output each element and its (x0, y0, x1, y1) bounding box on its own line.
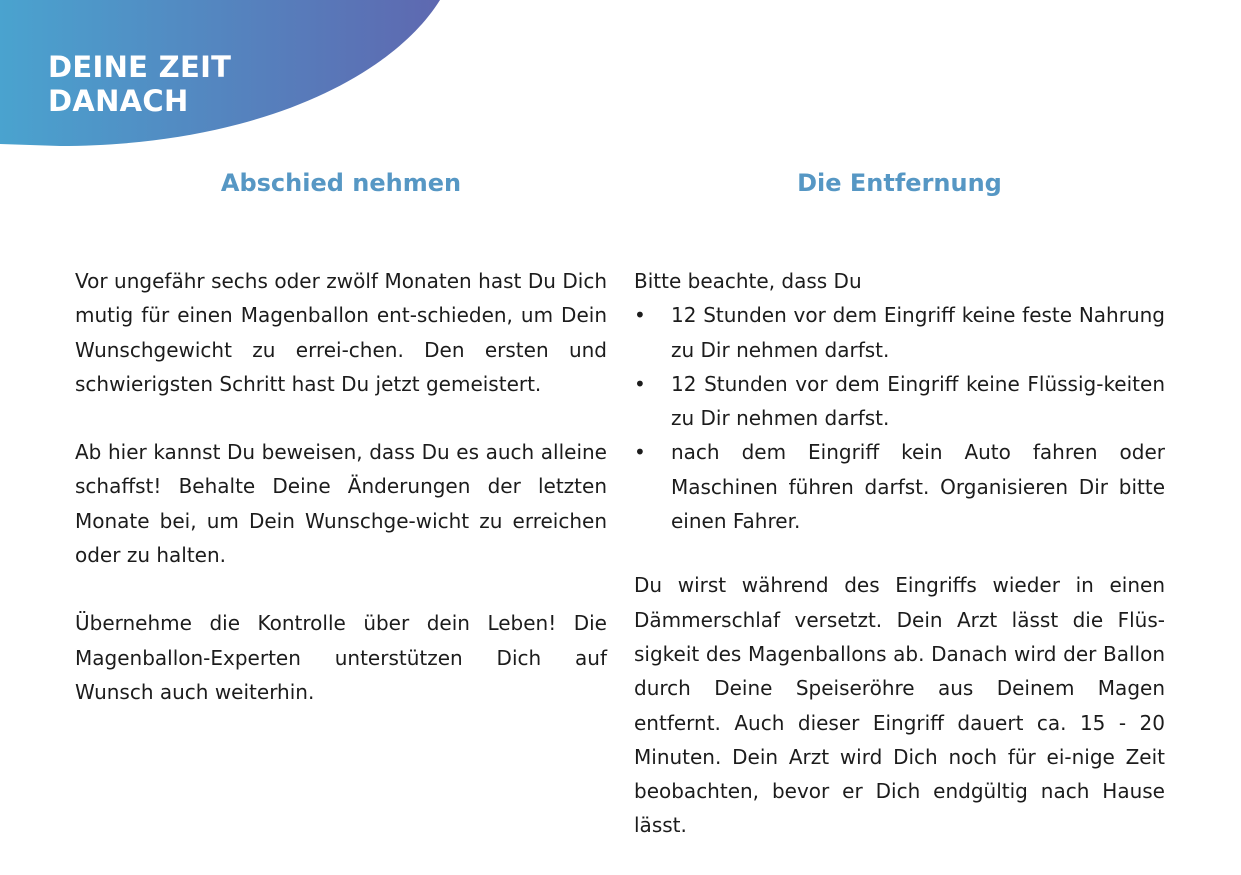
list-item (634, 298, 1165, 367)
left-column (75, 166, 607, 709)
left-paragraph-1: Vor ungefähr sechs oder zwölf Monaten hast Du Dich mutig für einen Magenballon ent-schieden, um Dein Wunschgewicht zu errei-chen. Den ersten und schwierigsten Schritt hast Du jetzt gemeistert. (75, 269, 607, 396)
list-item (634, 435, 1165, 538)
left-paragraph-3: Übernehme die Kontrolle über dein Leben! Die Magenballon-Experten unterstützen Dich auf Wunsch auch weiterhin. (75, 611, 607, 704)
bullet-icon: • (634, 371, 646, 396)
bullet-icon: • (634, 440, 646, 465)
right-body (634, 264, 1165, 843)
left-heading: Abschied nehmen (220, 169, 462, 197)
bullet-list (634, 298, 1165, 538)
bullet-icon: • (634, 303, 646, 328)
bullet-text-2: 12 Stunden vor dem Eingriff keine Flüssig-keiten zu Dir nehmen darfst. (671, 371, 1165, 431)
bullet-text-1: 12 Stunden vor dem Eingriff keine feste Nahrung zu Dir nehmen darfst. (671, 303, 1165, 362)
left-body (75, 264, 607, 709)
left-paragraph-2: Ab hier kannst Du beweisen, dass Du es auch alleine schaffst! Behalte Deine Änderungen der letzten Monate bei, um Dein Wunschge-wicht zu erreichen oder zu halten. (75, 440, 607, 568)
list-item (634, 367, 1165, 436)
page-title-line-1: DEINE ZEIT (48, 50, 232, 84)
right-intro: Bitte beachte, dass Du (634, 269, 862, 293)
bullet-text-3: nach dem Eingriff kein Auto fahren oder Maschinen führen darfst. Organisieren Dir bitte einen Fahrer. (671, 440, 1165, 534)
page-title-line-2: DANACH (48, 84, 189, 118)
page-title (48, 50, 231, 118)
right-closing-paragraph: Du wirst während des Eingriffs wieder in einen Dämmerschlaf versetzt. Dein Arzt lässt die Flüs-sigkeit des Magenballons ab. Danach wird der Ballon durch Deine Speiseröhre aus Deinem Magen entfernt. Auch dieser Eingriff dauert ca. 15 - 20 Minuten. Dein Arzt wird Dich noch für ei-nige Zeit beobachten, bevor er Dich endgültig nach Hause lässt. (634, 573, 1165, 838)
right-heading: Die Entfernung (797, 169, 1002, 197)
right-column (634, 166, 1165, 843)
